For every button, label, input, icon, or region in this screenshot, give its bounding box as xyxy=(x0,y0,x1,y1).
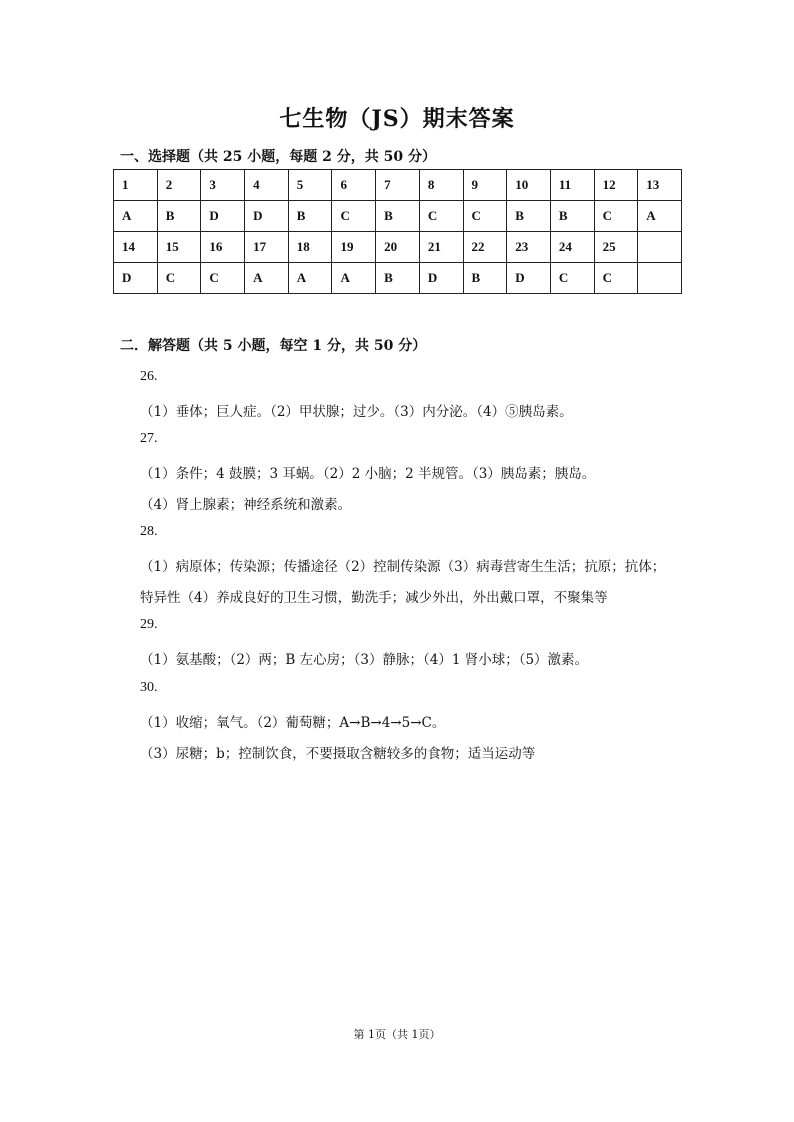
table-cell: A xyxy=(332,263,376,294)
table-cell: C xyxy=(201,263,245,294)
table-row xyxy=(114,232,682,263)
table-cell: B xyxy=(288,201,332,232)
section-heading-choice: 一、选择题（共 25 小题，每题 2 分，共 50 分） xyxy=(120,149,436,165)
answer-line: （3）尿糖；b；控制饮食，不要摄取含糖较多的食物；适当运动等 xyxy=(140,746,536,762)
answer-line: （1）垂体；巨人症。（2）甲状腺；过少。（3）内分泌。（4）⑤胰岛素。 xyxy=(140,404,573,420)
question-number: 29. xyxy=(140,617,158,632)
table-cell: 9 xyxy=(463,170,507,201)
table-cell: C xyxy=(594,263,638,294)
table-cell: B xyxy=(550,201,594,232)
table-cell: 20 xyxy=(376,232,420,263)
table-cell: B xyxy=(376,263,420,294)
table-cell: A xyxy=(245,263,289,294)
table-cell: 17 xyxy=(245,232,289,263)
table-cell: D xyxy=(245,201,289,232)
table-cell: 25 xyxy=(594,232,638,263)
table-row xyxy=(114,170,682,201)
table-cell: 22 xyxy=(463,232,507,263)
table-cell: 4 xyxy=(245,170,289,201)
table-cell: 10 xyxy=(507,170,551,201)
table-cell: 2 xyxy=(157,170,201,201)
table-cell: D xyxy=(507,263,551,294)
table-cell: A xyxy=(114,201,158,232)
table-cell: 16 xyxy=(201,232,245,263)
question-number: 26. xyxy=(140,369,158,384)
table-cell xyxy=(638,263,682,294)
table-cell: 14 xyxy=(114,232,158,263)
table-cell: A xyxy=(638,201,682,232)
table-cell: C xyxy=(550,263,594,294)
answer-line: （1）条件；4 鼓膜；3 耳蜗。（2）2 小脑；2 半规管。（3）胰岛素；胰岛。 xyxy=(140,466,596,482)
table-cell: 15 xyxy=(157,232,201,263)
table-cell: D xyxy=(419,263,463,294)
table-row xyxy=(114,201,682,232)
table-cell: 23 xyxy=(507,232,551,263)
table-cell: C xyxy=(594,201,638,232)
table-cell: 24 xyxy=(550,232,594,263)
table-cell: B xyxy=(463,263,507,294)
answer-table xyxy=(113,169,682,294)
table-cell: 12 xyxy=(594,170,638,201)
question-number: 27. xyxy=(140,431,158,446)
page-title: 七生物（JS）期末答案 xyxy=(279,106,515,132)
question-number: 28. xyxy=(140,524,158,539)
table-cell: 21 xyxy=(419,232,463,263)
table-cell: C xyxy=(157,263,201,294)
table-cell: D xyxy=(201,201,245,232)
table-cell: A xyxy=(288,263,332,294)
answer-line: （1）氨基酸；（2）两；B 左心房；（3）静脉；（4）1 肾小球；（5）激素。 xyxy=(140,652,589,668)
question-number: 30. xyxy=(140,680,158,695)
section-heading-answers: 二．解答题（共 5 小题，每空 1 分，共 50 分） xyxy=(120,338,427,354)
table-cell: 8 xyxy=(419,170,463,201)
table-cell: 1 xyxy=(114,170,158,201)
answer-line: （4）肾上腺素；神经系统和激素。 xyxy=(140,497,352,513)
table-cell: 19 xyxy=(332,232,376,263)
table-cell: D xyxy=(114,263,158,294)
table-cell: 11 xyxy=(550,170,594,201)
table-row xyxy=(114,263,682,294)
table-cell xyxy=(638,232,682,263)
table-cell: B xyxy=(376,201,420,232)
table-cell: C xyxy=(332,201,376,232)
table-cell: 3 xyxy=(201,170,245,201)
table-cell: 18 xyxy=(288,232,332,263)
answer-line: （1）病原体；传染源；传播途径（2）控制传染源（3）病毒营寄生生活；抗原；抗体； xyxy=(140,559,666,575)
table-cell: B xyxy=(507,201,551,232)
table-cell: 7 xyxy=(376,170,420,201)
answer-line: （1）收缩；氧气。（2）葡萄糖；A→B→4→5→C。 xyxy=(140,715,446,731)
answer-line: 特异性（4）养成良好的卫生习惯，勤洗手；减少外出，外出戴口罩，不聚集等 xyxy=(140,590,608,606)
table-cell: B xyxy=(157,201,201,232)
table-cell: 6 xyxy=(332,170,376,201)
table-cell: 5 xyxy=(288,170,332,201)
table-cell: C xyxy=(463,201,507,232)
table-cell: 13 xyxy=(638,170,682,201)
page-footer: 第 1页（共 1页） xyxy=(353,1028,441,1041)
table-cell: C xyxy=(419,201,463,232)
